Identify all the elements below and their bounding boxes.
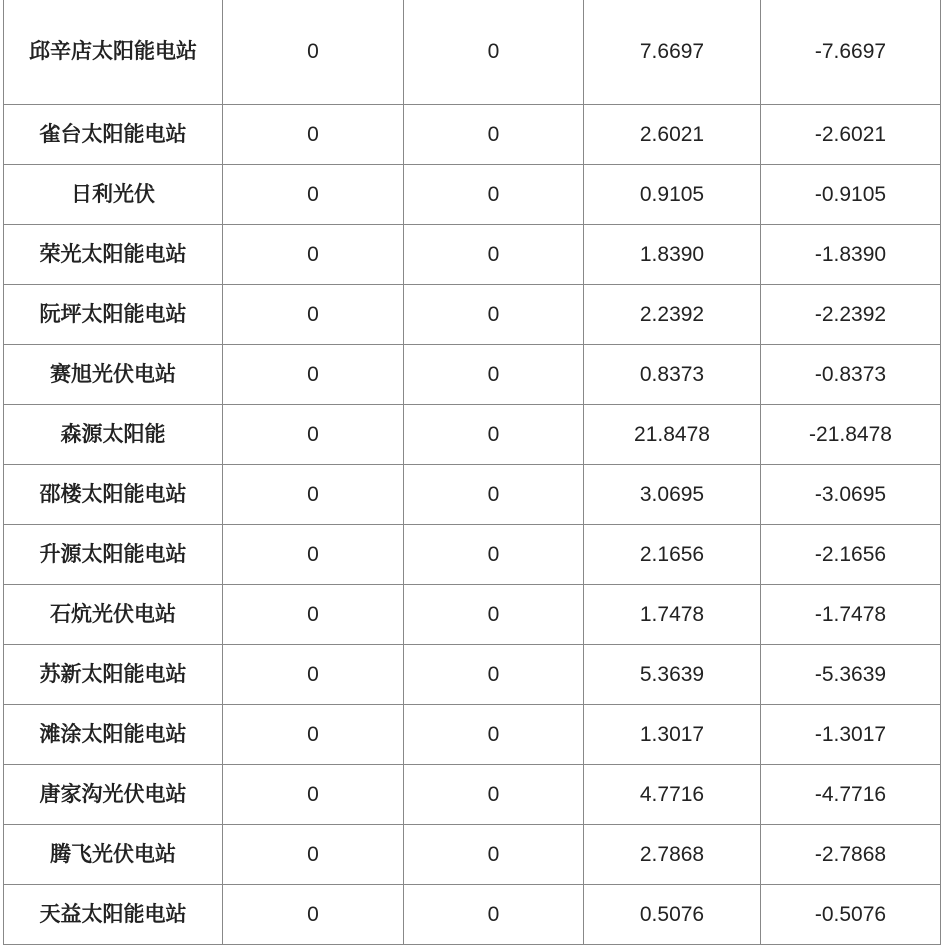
value-cell-col3: 0: [404, 345, 584, 405]
station-name-cell: 天益太阳能电站: [4, 885, 223, 945]
value-cell-col2: 0: [223, 645, 404, 705]
table-row: [4, 0, 941, 105]
table-row: [4, 465, 941, 525]
value-cell-col3: 0: [404, 465, 584, 525]
value-cell-col3: 0: [404, 825, 584, 885]
station-name-cell: 滩涂太阳能电站: [4, 705, 223, 765]
value-cell-col4: 5.3639: [584, 645, 761, 705]
value-cell-col5: -2.2392: [761, 285, 941, 345]
value-cell-col3: 0: [404, 525, 584, 585]
value-cell-col2: 0: [223, 105, 404, 165]
station-name-cell: 石炕光伏电站: [4, 585, 223, 645]
table-row: [4, 825, 941, 885]
table-row: [4, 345, 941, 405]
station-name-cell: 邵楼太阳能电站: [4, 465, 223, 525]
value-cell-col3: 0: [404, 105, 584, 165]
table-row: [4, 705, 941, 765]
value-cell-col3: 0: [404, 0, 584, 105]
table-body: [4, 0, 941, 945]
station-name-cell: 荣光太阳能电站: [4, 225, 223, 285]
value-cell-col2: 0: [223, 585, 404, 645]
value-cell-col2: 0: [223, 0, 404, 105]
value-cell-col2: 0: [223, 405, 404, 465]
table-row: [4, 165, 941, 225]
value-cell-col5: -0.9105: [761, 165, 941, 225]
station-name-cell: 腾飞光伏电站: [4, 825, 223, 885]
station-name-cell: 升源太阳能电站: [4, 525, 223, 585]
station-name-cell: 邱辛店太阳能电站: [4, 0, 223, 105]
value-cell-col4: 2.7868: [584, 825, 761, 885]
value-cell-col2: 0: [223, 285, 404, 345]
value-cell-col4: 0.5076: [584, 885, 761, 945]
value-cell-col5: -1.3017: [761, 705, 941, 765]
value-cell-col4: 2.1656: [584, 525, 761, 585]
value-cell-col3: 0: [404, 165, 584, 225]
station-name-cell: 赛旭光伏电站: [4, 345, 223, 405]
table-row: [4, 585, 941, 645]
value-cell-col4: 4.7716: [584, 765, 761, 825]
table-row: [4, 225, 941, 285]
value-cell-col4: 2.6021: [584, 105, 761, 165]
data-table: [3, 0, 941, 945]
value-cell-col2: 0: [223, 225, 404, 285]
value-cell-col2: 0: [223, 885, 404, 945]
station-name-cell: 雀台太阳能电站: [4, 105, 223, 165]
value-cell-col4: 0.8373: [584, 345, 761, 405]
value-cell-col4: 21.8478: [584, 405, 761, 465]
value-cell-col5: -1.8390: [761, 225, 941, 285]
value-cell-col4: 7.6697: [584, 0, 761, 105]
value-cell-col3: 0: [404, 645, 584, 705]
value-cell-col5: -21.8478: [761, 405, 941, 465]
value-cell-col5: -0.8373: [761, 345, 941, 405]
value-cell-col3: 0: [404, 705, 584, 765]
value-cell-col3: 0: [404, 285, 584, 345]
value-cell-col5: -2.7868: [761, 825, 941, 885]
table-row: [4, 885, 941, 945]
station-name-cell: 森源太阳能: [4, 405, 223, 465]
value-cell-col2: 0: [223, 465, 404, 525]
value-cell-col3: 0: [404, 885, 584, 945]
value-cell-col5: -2.6021: [761, 105, 941, 165]
value-cell-col2: 0: [223, 705, 404, 765]
value-cell-col2: 0: [223, 825, 404, 885]
value-cell-col4: 1.7478: [584, 585, 761, 645]
value-cell-col3: 0: [404, 405, 584, 465]
value-cell-col3: 0: [404, 225, 584, 285]
station-name-cell: 苏新太阳能电站: [4, 645, 223, 705]
value-cell-col5: -5.3639: [761, 645, 941, 705]
value-cell-col5: -1.7478: [761, 585, 941, 645]
station-name-cell: 唐家沟光伏电站: [4, 765, 223, 825]
value-cell-col2: 0: [223, 165, 404, 225]
value-cell-col2: 0: [223, 345, 404, 405]
value-cell-col4: 0.9105: [584, 165, 761, 225]
table-row: [4, 285, 941, 345]
value-cell-col5: -0.5076: [761, 885, 941, 945]
table-row: [4, 405, 941, 465]
table-row: [4, 105, 941, 165]
table-row: [4, 525, 941, 585]
station-name-cell: 日利光伏: [4, 165, 223, 225]
value-cell-col4: 1.3017: [584, 705, 761, 765]
value-cell-col4: 3.0695: [584, 465, 761, 525]
value-cell-col5: -4.7716: [761, 765, 941, 825]
value-cell-col2: 0: [223, 525, 404, 585]
value-cell-col5: -2.1656: [761, 525, 941, 585]
value-cell-col3: 0: [404, 585, 584, 645]
station-name-cell: 阮坪太阳能电站: [4, 285, 223, 345]
value-cell-col4: 2.2392: [584, 285, 761, 345]
value-cell-col2: 0: [223, 765, 404, 825]
value-cell-col5: -3.0695: [761, 465, 941, 525]
value-cell-col3: 0: [404, 765, 584, 825]
value-cell-col5: -7.6697: [761, 0, 941, 105]
table-row: [4, 765, 941, 825]
value-cell-col4: 1.8390: [584, 225, 761, 285]
table-row: [4, 645, 941, 705]
